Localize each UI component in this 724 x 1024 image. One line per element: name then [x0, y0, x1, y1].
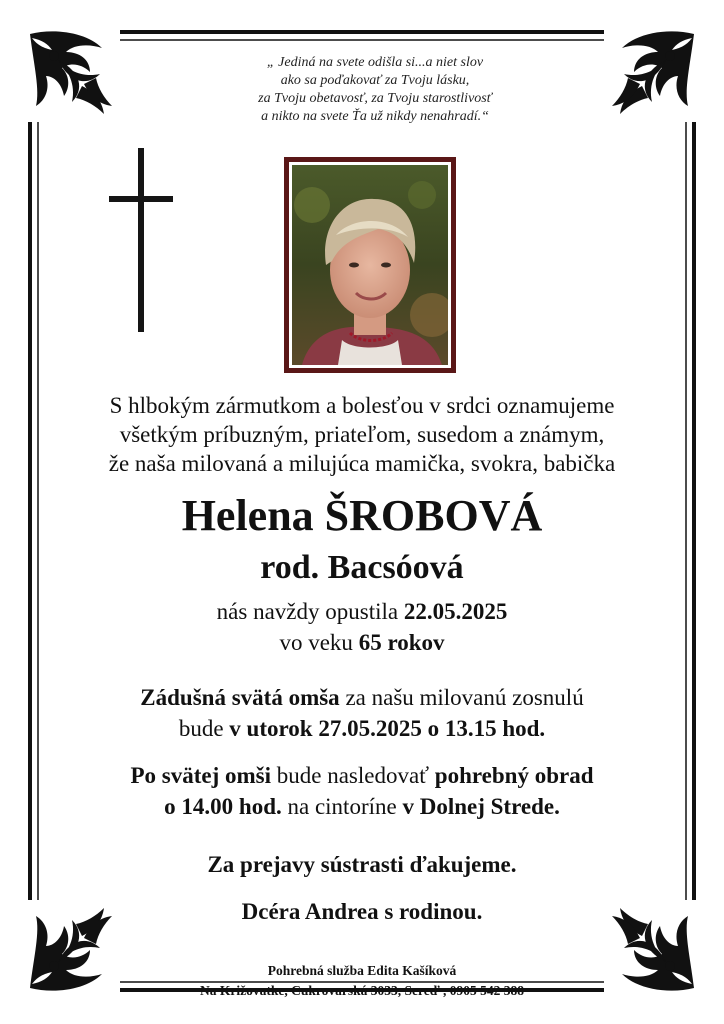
mass-when: v utorok 27.05.2025 o 13.15 hod.: [229, 716, 546, 741]
announcement-line: S hlbokým zármutkom a bolesťou v srdci oznamujeme: [109, 393, 615, 418]
corner-ornament-top-right: [604, 22, 704, 122]
funeral-time: o 14.00 hod.: [164, 794, 282, 819]
age-value: 65 rokov: [358, 630, 445, 655]
funeral-ceremony: pohrebný obrad: [434, 763, 594, 788]
deceased-name: Helena ŠROBOVÁ: [181, 491, 543, 540]
funeral-after-mass: Po svätej omši: [130, 763, 272, 788]
portrait-photo: [292, 165, 448, 365]
portrait-photo-frame: [284, 157, 456, 373]
corner-ornament-top-left: [20, 22, 120, 122]
death-text: nás navždy opustila: [216, 599, 399, 624]
family-signature: Dcéra Andrea s rodinou.: [241, 899, 483, 924]
cross-icon: [109, 148, 173, 332]
quote-line: a nikto na svete Ťa už nikdy nenahradí.“: [261, 109, 489, 124]
death-info: [30, 596, 694, 658]
memorial-quote: [170, 54, 580, 126]
age-prefix: vo veku: [279, 630, 353, 655]
condolence-thanks: Za prejavy sústrasti ďakujeme.: [207, 852, 517, 877]
mass-text: za našu milovanú zosnulú: [345, 685, 584, 710]
funeral-will-follow: bude nasledovať: [276, 763, 430, 788]
death-date: 22.05.2025: [403, 599, 508, 624]
maiden-name: rod. Bacsóová: [260, 549, 464, 586]
mass-info: [30, 682, 694, 744]
announcement-line: že naša milovaná a milujúca mamička, svokra, babička: [108, 451, 616, 476]
footer-address: Na Križovatke, Cukrovarská 3033, Sereď , 0905 542 388: [199, 983, 524, 998]
quote-line: „ Jediná na svete odišla si...a niet slov: [266, 55, 484, 70]
quote-line: za Tvoju obetavosť, za Tvoju starostlivosť: [258, 91, 492, 106]
funeral-place-prefix: na cintoríne: [287, 794, 397, 819]
funeral-info: [30, 760, 694, 822]
mass-title: Zádušná svätá omša: [140, 685, 340, 710]
quote-line: ako sa poďakovať za Tvoju lásku,: [280, 73, 470, 88]
funeral-service-footer: [40, 961, 684, 1001]
announcement-text: [40, 391, 684, 478]
footer-company: Pohrebná služba Edita Kašíková: [267, 963, 457, 978]
funeral-place: v Dolnej Strede.: [402, 794, 560, 819]
announcement-line: všetkým príbuzným, priateľom, susedom a známym,: [119, 422, 605, 447]
mass-when-prefix: bude: [178, 716, 224, 741]
